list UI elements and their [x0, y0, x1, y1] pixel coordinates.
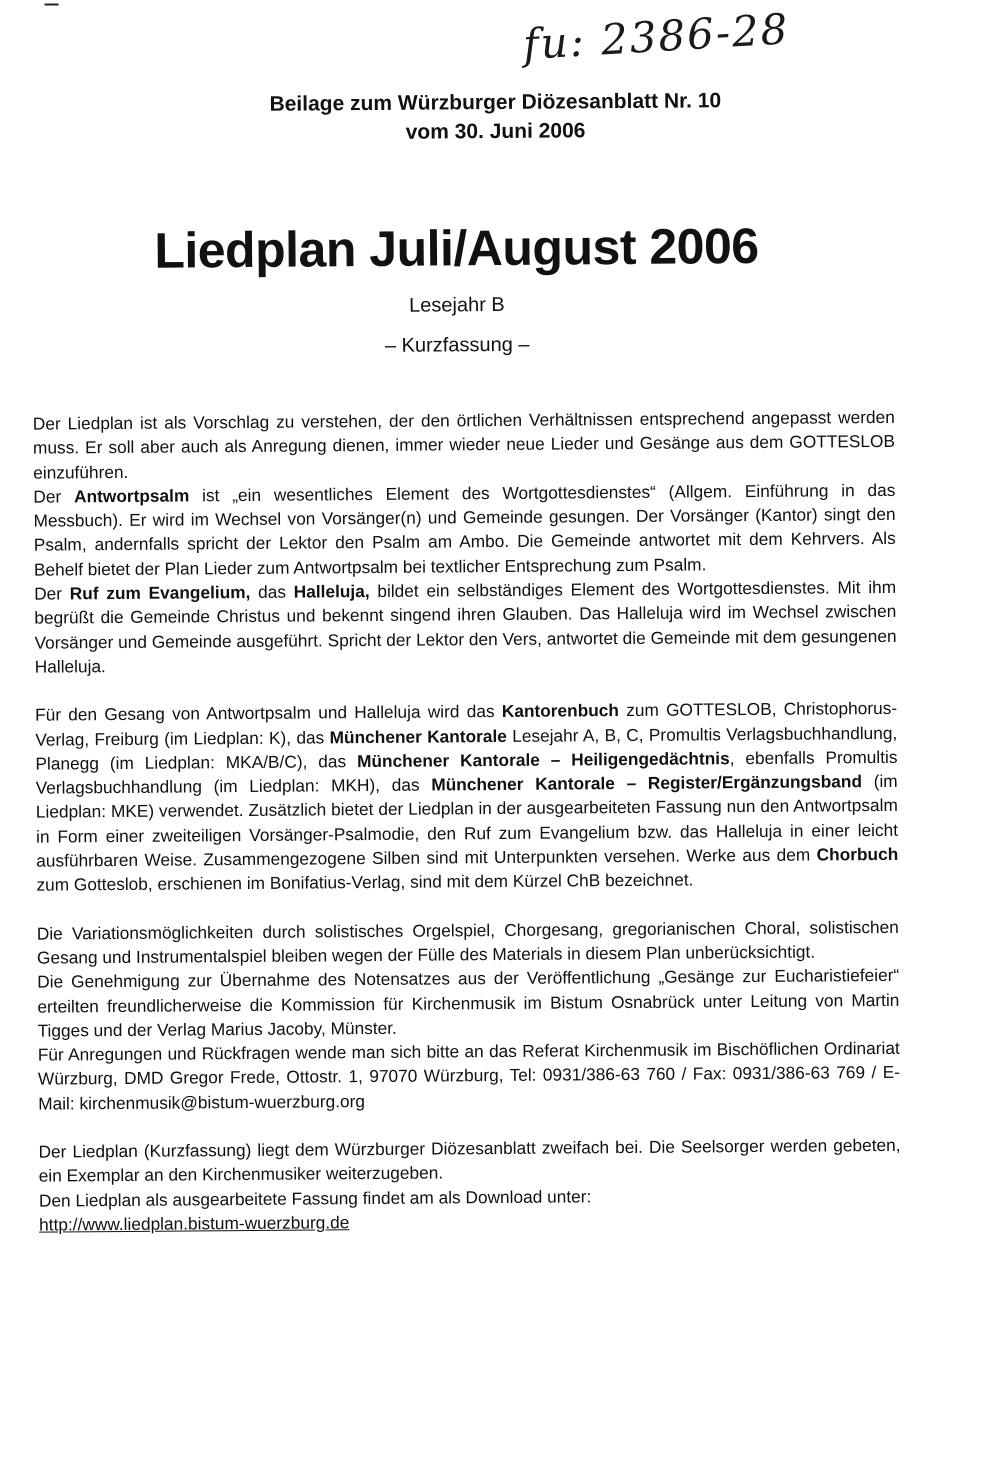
- paragraph-contact: Für Anregungen und Rückfragen wende man sich bitte an das Referat Kirchenmusik im Bischöflichen Ordinariat Würzburg, DMD Gregor Frede, Ottostr. 1, 97070 Würzburg, Tel: 0931/386-63 760 / Fax: 0931/386-63 769 / E-Mail: kirchenmusik@bistum-wuerzburg.org: [37, 1037, 901, 1114]
- text-run: das: [250, 581, 294, 603]
- text-run: Lesejahr A, B, C, Promultis Verlagsbuchhandlung, Planegg (im Liedplan: MKA/B/C), das: [35, 722, 898, 774]
- short-version-label: – Kurzfassung –: [384, 333, 530, 357]
- page-subtitle: Lesejahr B: [409, 293, 505, 317]
- body-text: [33, 405, 901, 1237]
- handwritten-note: fu: 2386-28: [521, 4, 791, 70]
- bold-term: Halleluja,: [293, 581, 370, 602]
- paragraph-intro: Der Liedplan ist als Vorschlag zu verstehen, der den örtlichen Verhältnissen entsprechend angepasst werden muss. Er soll aber auch als Anregung dienen, immer wieder neue Lieder und Gesänge aus dem GOTTESLOB einzuführen.: [32, 406, 896, 483]
- text-run: Der: [33, 486, 75, 507]
- bold-term: Kantorenbuch: [501, 700, 620, 722]
- bold-term: Münchener Kantorale – Register/Ergänzungsband: [431, 771, 863, 795]
- bold-term: Chorbuch: [816, 843, 899, 865]
- page-title: Liedplan Juli/August 2006: [154, 217, 759, 279]
- text-run: Der: [34, 583, 70, 604]
- text-run: ist „ein wesentliches Element des Wortgottesdienstes“ (Allgem. Einführung in das Messbuch). Er wird im Wechsel von Vorsänger(n) und Gemeinde gesungen. Der Vorsänger (Kantor) singt den Psalm, andernfalls spricht der Lektor den Psalm am Ambo. Die Gemeinde antwortet mit dem Kehrvers. Als Behelf bietet der Plan Lieder zum Antwortpsalm bei textlicher Entsprechung zum Psalm.: [33, 479, 896, 580]
- text-run: zum GOTTESLOB, Christophorus-Verlag, Freiburg (im Liedplan: K), das: [35, 698, 898, 750]
- supplement-line-1: Beilage zum Würzburger Diözesanblatt Nr. 10: [269, 89, 722, 116]
- download-link[interactable]: http://www.liedplan.bistum-wuerzburg.de: [39, 1212, 350, 1235]
- paragraph-antwortpsalm: [33, 478, 896, 582]
- bold-term: Antwortpsalm: [73, 485, 190, 507]
- text-run: , ebenfalls Promultis Verlagsbuchhandlung (im Liedplan: MKH), das: [35, 746, 898, 798]
- paragraph-distribution: Der Liedplan (Kurzfassung) liegt dem Würzburger Diözesanblatt zweifach bei. Die Seelsorger werden gebeten, ein Exemplar an den Kirchenmusiker weiterzugeben.: [38, 1134, 901, 1186]
- supplement-line-2: vom 30. Juni 2006: [405, 119, 586, 144]
- text-run: zum Gotteslob, erschienen im Bonifatius-Verlag, sind mit dem Kürzel ChB bezeichnet.: [36, 869, 694, 895]
- bold-term: Münchener Kantorale – Heiligengedächtnis: [356, 748, 730, 771]
- paragraph-download: Den Liedplan als ausgearbeitete Fassung findet am als Download unter:: [38, 1185, 592, 1211]
- bold-term: Ruf zum Evangelium,: [69, 582, 251, 604]
- paragraph-halleluja: [34, 575, 897, 679]
- paragraph-permission: Die Genehmigung zur Übernahme des Notensatzes aus der Veröffentlichung „Gesänge zur Eucharistiefeier“ erteilten freundlicherweise die Kommission für Kirchenmusik im Bistum Osnabrück unter Leitung von Martin Tigges und der Verlag Marius Jacoby, Münster.: [37, 965, 900, 1041]
- text-run: bildet ein selbständiges Element des Wortgottesdienstes. Mit ihm begrüßt die Gemeinde Christus und bekennt singend ihren Glauben. Das Halleluja wird im Wechsel zwischen Vorsänger und Gemeinde ausgeführt. Spricht der Lektor den Vers, antwortet die Gemeinde mit dem gesungenen Halleluja.: [34, 576, 897, 677]
- supplement-header: [135, 85, 855, 149]
- text-run: (im Liedplan: MKE) verwendet. Zusätzlich bietet der Liedplan in der ausgearbeiteten Fassung nun den Antwortpsalm in Form einer zweiteiligen Vorsänger-Psalmodie, den Ruf zum Evangelium bzw. das Halleluja in einer leicht ausführbaren Weise. Zusammengezogene Silben sind mit Unterpunkten versehen. Werke aus dem: [35, 771, 899, 871]
- text-run: Für den Gesang von Antwortpsalm und Halleluja wird das: [35, 701, 502, 725]
- paragraph-sources: [35, 696, 899, 897]
- scan-artifact: [45, 3, 59, 5]
- bold-term: Münchener Kantorale: [329, 725, 507, 747]
- paragraph-variations: Die Variationsmöglichkeiten durch solistisches Orgelspiel, Chorgesang, gregorianischen Choral, solistischen Gesang und Instrumentalspiel bleiben wegen der Fülle des Materials in diesem Plan unberücksichtigt.: [36, 916, 899, 968]
